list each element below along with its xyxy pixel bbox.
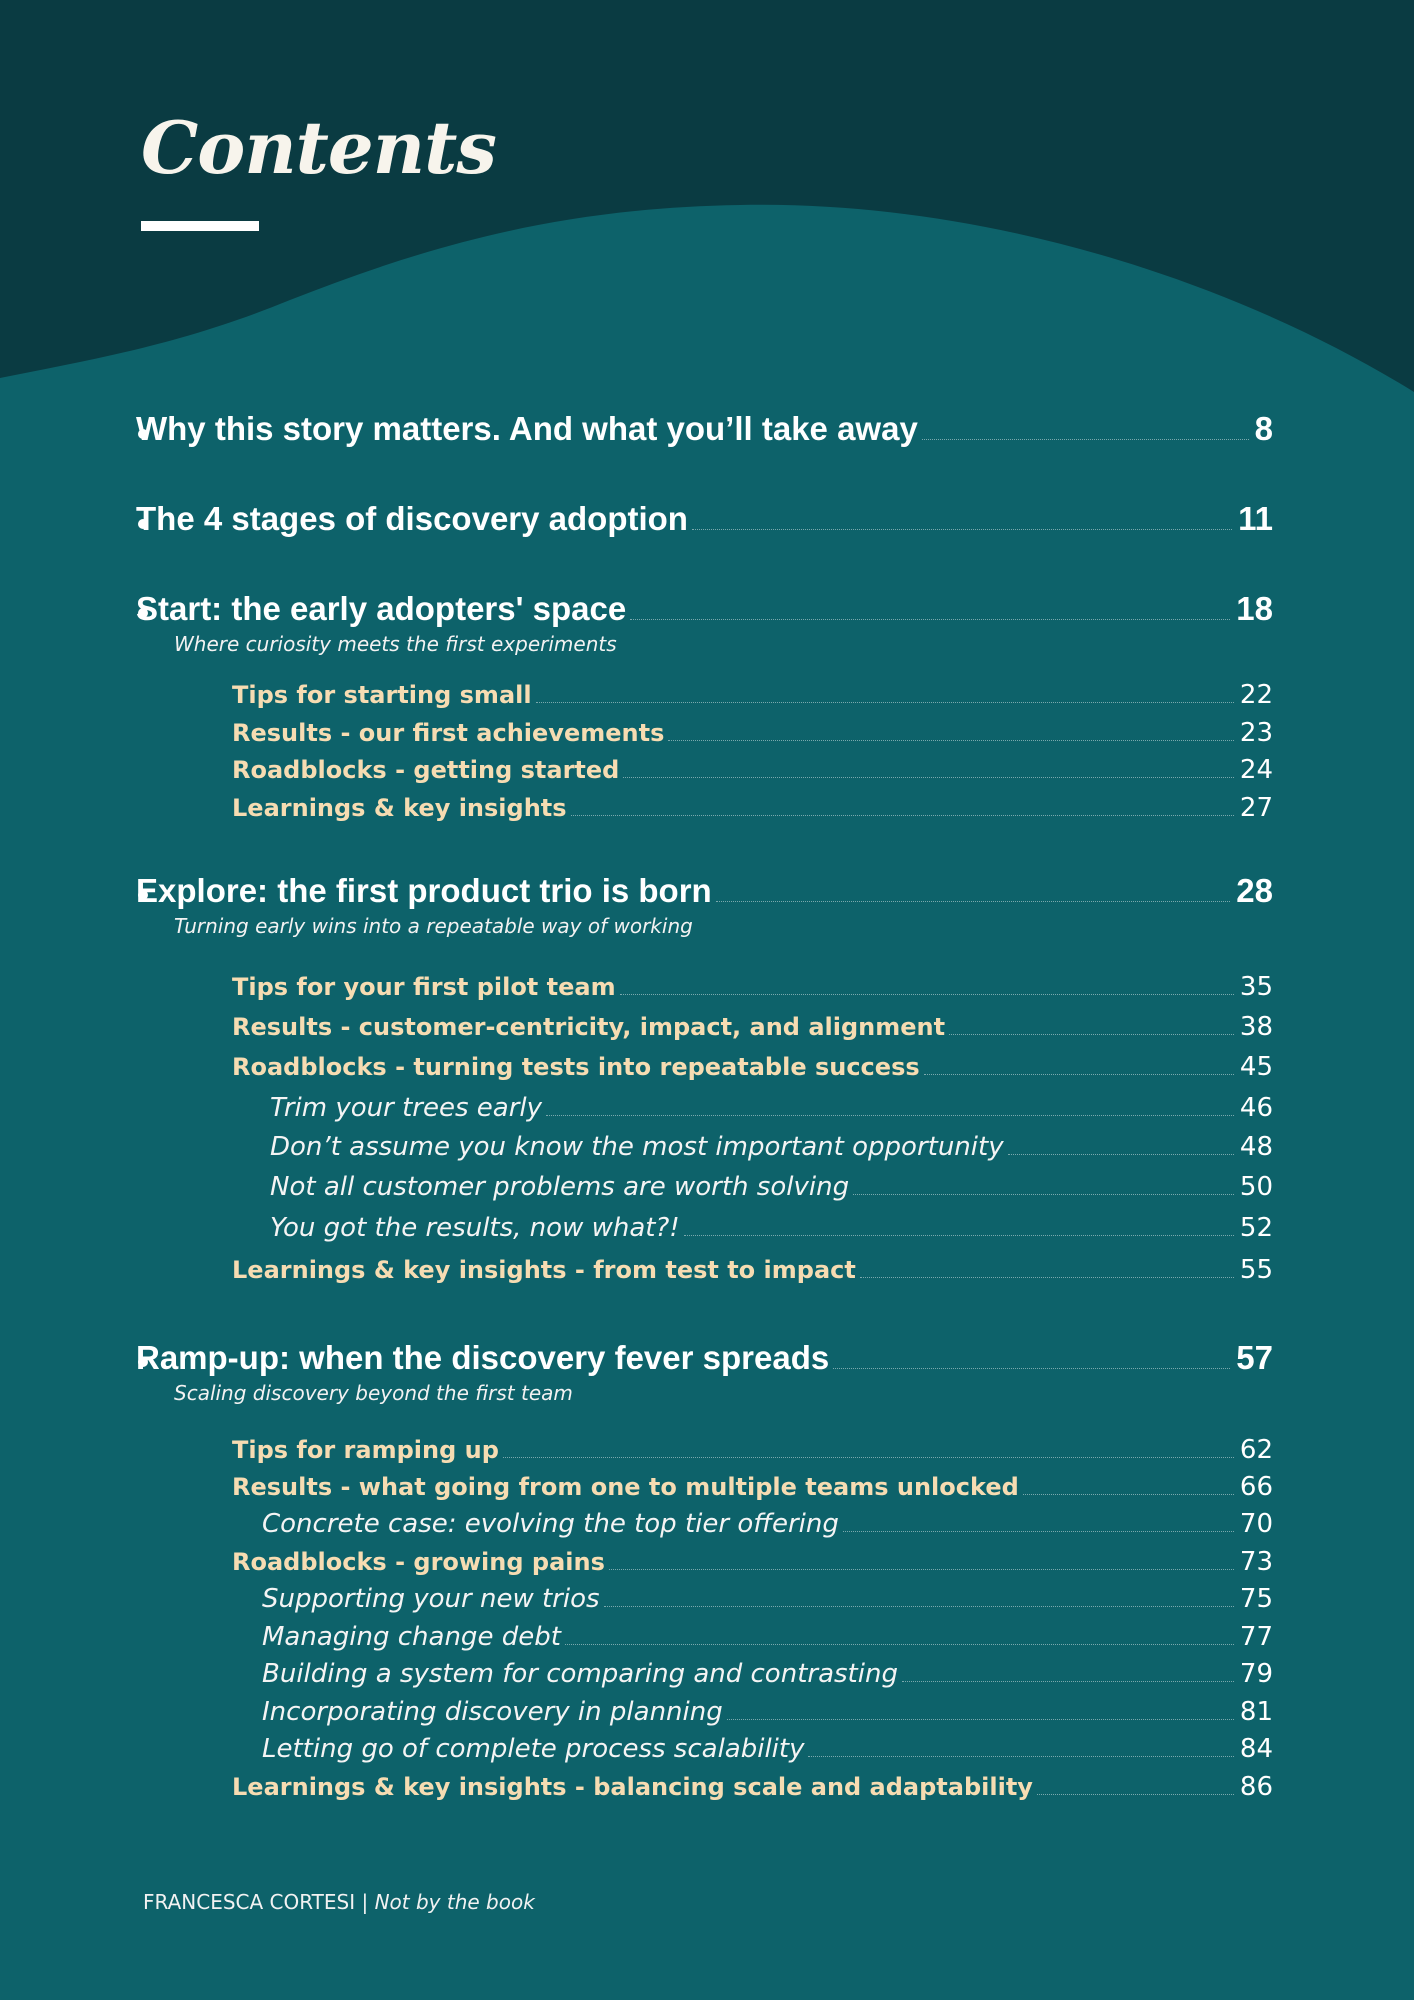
toc-subsubentry[interactable] — [270, 1093, 1273, 1123]
toc-entry-label: Letting go of complete process scalability — [262, 1734, 805, 1764]
toc-page-number: 46 — [1239, 1093, 1273, 1123]
dot-leader — [1037, 1794, 1234, 1795]
dot-leader — [1008, 1154, 1234, 1155]
dot-leader — [620, 994, 1234, 995]
toc-entry-label: Don’t assume you know the most important opportunity — [270, 1132, 1004, 1162]
dot-leader — [808, 1756, 1233, 1757]
toc-subentry[interactable] — [232, 1052, 1273, 1082]
dot-leader — [623, 777, 1234, 778]
toc-entry-label: The 4 stages of discovery adoption — [136, 500, 688, 537]
toc-page-number: 8 — [1254, 410, 1273, 447]
toc-entry-label: Roadblocks - turning tests into repeatable success — [232, 1053, 920, 1081]
toc-subentry[interactable] — [232, 1255, 1273, 1285]
toc-entry-label: Building a system for comparing and contrasting — [262, 1659, 898, 1689]
dot-leader — [949, 1034, 1234, 1035]
toc-page-number: 84 — [1239, 1734, 1273, 1764]
section-subtitle: Where curiosity meets the first experiments — [174, 632, 617, 656]
toc-subentry[interactable] — [232, 1012, 1273, 1042]
toc-entry-label: Trim your trees early — [270, 1093, 543, 1123]
toc-entry-label: Roadblocks - growing pains — [232, 1548, 605, 1576]
toc-page-number: 77 — [1239, 1622, 1273, 1652]
dot-leader — [902, 1681, 1234, 1682]
toc-page-number: 55 — [1239, 1255, 1273, 1285]
toc-subentry[interactable] — [232, 1547, 1273, 1577]
dot-leader — [565, 1644, 1234, 1645]
toc-entry-explore[interactable] — [136, 872, 1273, 910]
toc-subsubentry[interactable] — [262, 1659, 1273, 1689]
dot-leader — [833, 1368, 1230, 1369]
toc-page-number: 11 — [1238, 500, 1273, 537]
toc-page-number: 52 — [1239, 1213, 1273, 1243]
toc-page-number: 50 — [1239, 1172, 1273, 1202]
page-title: Contents — [141, 105, 496, 190]
toc-page-number: 28 — [1236, 872, 1273, 909]
toc-entry-label: Learnings & key insights — [232, 794, 567, 822]
toc-entry-label: You got the results, now what?! — [270, 1213, 680, 1243]
dot-leader — [727, 1719, 1234, 1720]
toc-entry-rampup[interactable] — [136, 1339, 1273, 1377]
toc-subentry[interactable] — [232, 972, 1273, 1002]
toc-entry-label: Concrete case: evolving the top tier offering — [262, 1509, 839, 1539]
toc-entry-label: Results - our first achievements — [232, 719, 665, 747]
section-subtitle: Turning early wins into a repeatable way of working — [174, 914, 693, 938]
toc-page-number: 35 — [1239, 972, 1273, 1002]
dot-leader — [853, 1194, 1234, 1195]
toc-entry-label: Why this story matters. And what you’ll take away — [136, 410, 918, 447]
toc-entry-why[interactable] — [136, 410, 1273, 448]
dot-leader — [860, 1277, 1234, 1278]
toc-page-number: 66 — [1239, 1472, 1273, 1502]
toc-subsubentry[interactable] — [270, 1132, 1273, 1162]
toc-page-number: 24 — [1239, 755, 1273, 785]
dot-leader — [692, 529, 1232, 530]
toc-entry-label: Incorporating discovery in planning — [262, 1697, 723, 1727]
toc-subentry[interactable] — [232, 793, 1273, 823]
dot-leader — [630, 619, 1230, 620]
footer-author: FRANCESCA CORTESI | — [143, 1890, 375, 1914]
toc-subsubentry[interactable] — [262, 1509, 1273, 1539]
dot-leader — [1023, 1494, 1234, 1495]
dot-leader — [716, 901, 1231, 902]
section-subtitle: Scaling discovery beyond the first team — [174, 1381, 573, 1405]
toc-page-number: 57 — [1236, 1339, 1273, 1376]
toc-subsubentry[interactable] — [270, 1172, 1273, 1202]
toc-page-number: 48 — [1239, 1132, 1273, 1162]
dot-leader — [546, 1115, 1234, 1116]
toc-subsubentry[interactable] — [262, 1622, 1273, 1652]
toc-page-number: 23 — [1239, 718, 1273, 748]
toc-page-number: 38 — [1239, 1012, 1273, 1042]
toc-entry-label: Learnings & key insights - from test to impact — [232, 1256, 856, 1284]
toc-entry-label: Ramp-up: when the discovery fever spreads — [136, 1339, 830, 1376]
toc-subentry[interactable] — [232, 755, 1273, 785]
toc-subsubentry[interactable] — [262, 1734, 1273, 1764]
dot-leader — [684, 1235, 1234, 1236]
toc-page-number: 22 — [1239, 680, 1273, 710]
toc-entry-label: Results - customer-centricity, impact, and alignment — [232, 1013, 946, 1041]
footer-book-title: Not by the book — [374, 1890, 535, 1914]
toc-subsubentry[interactable] — [262, 1697, 1273, 1727]
toc-page-number: 27 — [1239, 793, 1273, 823]
toc-entry-label: Results - what going from one to multiple teams unlocked — [232, 1473, 1019, 1501]
toc-page-number: 79 — [1239, 1659, 1273, 1689]
toc-page-number: 81 — [1239, 1697, 1273, 1727]
toc-page-number: 70 — [1239, 1509, 1273, 1539]
toc-entry-label: Explore: the first product trio is born — [136, 872, 712, 909]
toc-page-number: 86 — [1239, 1772, 1273, 1802]
toc-entry-label: Managing change debt — [262, 1622, 561, 1652]
dot-leader — [503, 1457, 1234, 1458]
toc-page-number: 18 — [1236, 590, 1273, 627]
toc-entry-label: Not all customer problems are worth solving — [270, 1172, 850, 1202]
page-footer — [143, 1890, 535, 1914]
toc-entry-label: Start: the early adopters' space — [136, 590, 627, 627]
toc-subentry[interactable] — [232, 1435, 1273, 1465]
toc-page-number: 75 — [1239, 1584, 1273, 1614]
toc-page-number: 62 — [1239, 1435, 1273, 1465]
title-underline — [141, 221, 259, 231]
dot-leader — [924, 1074, 1234, 1075]
toc-entry-label: Learnings & key insights - balancing scale and adaptability — [232, 1773, 1033, 1801]
toc-page-number: 73 — [1239, 1547, 1273, 1577]
toc-subentry[interactable] — [232, 1472, 1273, 1502]
dot-leader — [668, 740, 1234, 741]
toc-entry-stages[interactable] — [136, 500, 1273, 538]
toc-subentry[interactable] — [232, 718, 1273, 748]
toc-subsubentry[interactable] — [270, 1213, 1273, 1243]
toc-subentry[interactable] — [232, 680, 1273, 710]
toc-subsubentry[interactable] — [262, 1584, 1273, 1614]
toc-subentry[interactable] — [232, 1772, 1273, 1802]
dot-leader — [922, 439, 1249, 440]
dot-leader — [571, 815, 1234, 816]
toc-page-number: 45 — [1239, 1052, 1273, 1082]
dot-leader — [536, 702, 1234, 703]
dot-leader — [843, 1531, 1234, 1532]
dot-leader — [604, 1606, 1234, 1607]
toc-entry-label: Tips for ramping up — [232, 1436, 499, 1464]
toc-entry-label: Tips for starting small — [232, 681, 532, 709]
toc-entry-label: Roadblocks - getting started — [232, 756, 620, 784]
toc-entry-label: Supporting your new trios — [262, 1584, 600, 1614]
toc-entry-start[interactable] — [136, 590, 1273, 628]
dot-leader — [609, 1569, 1234, 1570]
toc-entry-label: Tips for your first pilot team — [232, 973, 616, 1001]
